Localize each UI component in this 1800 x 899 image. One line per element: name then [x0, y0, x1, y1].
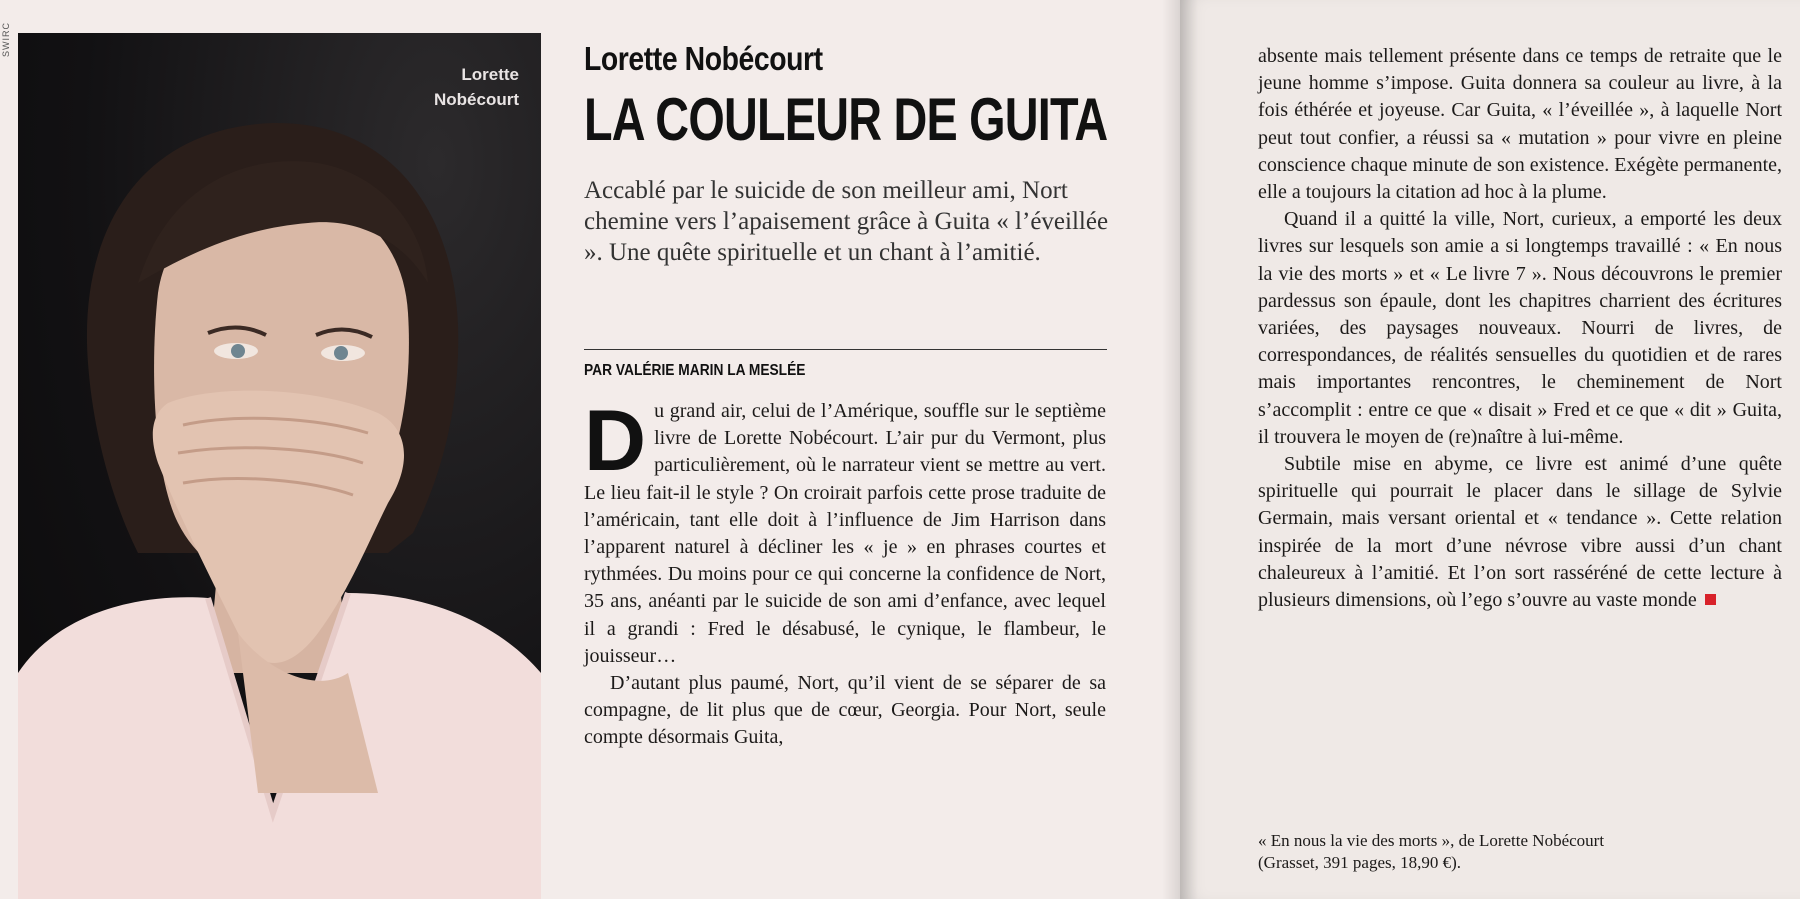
photo-caption-first-name: Lorette	[461, 65, 519, 84]
article-lede: Accablé par le suicide de son meilleur ami, Nort chemine vers l’apaisement grâce à Guita « l’éveillée ». Une quête spirituelle et un chant à l’amitié.	[584, 177, 1109, 266]
paragraph-5	[1258, 451, 1782, 614]
byline: PAR VALÉRIE MARIN LA MESLÉE	[584, 362, 806, 379]
article-column-2	[1258, 43, 1782, 614]
book-reference-publisher: (Grasset, 391 pages, 18,90 €).	[1258, 853, 1462, 872]
page-gutter	[1162, 0, 1198, 899]
photo-credit: SWIRC	[1, 22, 11, 57]
byline-divider	[584, 349, 1107, 350]
drop-cap: D	[584, 393, 647, 489]
paragraph-1-text: u grand air, celui de l’Amérique, souffle sur le septième livre de Lorette Nobécourt. L’air pur du Vermont, plus particulièrement, où le narrateur vient se mettre au vert. Le lieu fait-il le style ? On croirait parfois cette prose traduite de l’américain, tant elle doit à l’influence de Jim Harrison dans l’apparent naturel à décliner les « je » en phrases courtes et rythmées. Du moins pour ce qui concerne la confidence de Nort, 35 ans, anéanti par le suicide de son ami d’enfance, avec lequel il a grandi : Fred le désabusé, le cynique, le flambeur, le jouisseur…	[584, 400, 1106, 667]
author-photo	[18, 33, 541, 899]
author-heading: Lorette Nobécourt	[584, 40, 823, 77]
photo-caption-last-name: Nobécourt	[434, 89, 519, 109]
article-title: LA COULEUR DE GUITA	[584, 86, 1108, 153]
paragraph-1	[584, 393, 1106, 670]
paragraph-5-text: Subtile mise en abyme, ce livre est animé d’une quête spirituelle qui pourrait le placer dans le sillage de Sylvie Germain, mais versant oriental et « tendance ». Cette relation inspirée de la mort d’une névrose vibre aussi d’un chant chaleureux à l’amitié. Et l’on sort rasséréné de cette lecture à plusieurs dimensions, où l’ego s’ouvre au vaste monde	[1258, 453, 1782, 612]
book-reference-title: « En nous la vie des morts », de Lorette Nobécourt	[1258, 831, 1605, 850]
paragraph-4: Quand il a quitté la ville, Nort, curieux, a emporté les deux livres sur lesquels son amie a si longtemps travaillé : « En nous la vie des morts » et « Le livre 7 ». Nous découvrons le premier pardessus son épaule, dont les chapitres charrient des écritures variées, des paysages nouveaux. Nourri de livres, de correspondances, de réalités sensuelles du quotidien et de rares mais importantes rencontres, le cheminement de Nort s’accomplit : entre ce que « disait » Fred et ce que « dit » Guita, il trouvera le moyen de (re)naître à lui-même.	[1258, 208, 1782, 448]
book-reference	[1258, 830, 1782, 874]
photo-caption	[434, 63, 519, 112]
paragraph-3: absente mais tellement présente dans ce temps de retraite que le jeune homme s’impose. Guita donnera sa couleur au livre, à la fois éthérée et joyeuse. Car Guita, « l’éveillée », à laquelle Nort peut tout confier, a réussi sa « mutation » pour vivre en pleine conscience chaque minute de son existence. Exégète permanente, elle a toujours la citation ad hoc à la plume.	[1258, 45, 1782, 204]
paragraph-2: D’autant plus paumé, Nort, qu’il vient de se séparer de sa compagne, de lit plus que de cœur, Georgia. Pour Nort, seule compte désormais Guita,	[584, 672, 1106, 749]
article-column-1	[584, 393, 1106, 752]
end-mark-icon	[1705, 594, 1716, 605]
portrait-illustration	[18, 33, 541, 899]
